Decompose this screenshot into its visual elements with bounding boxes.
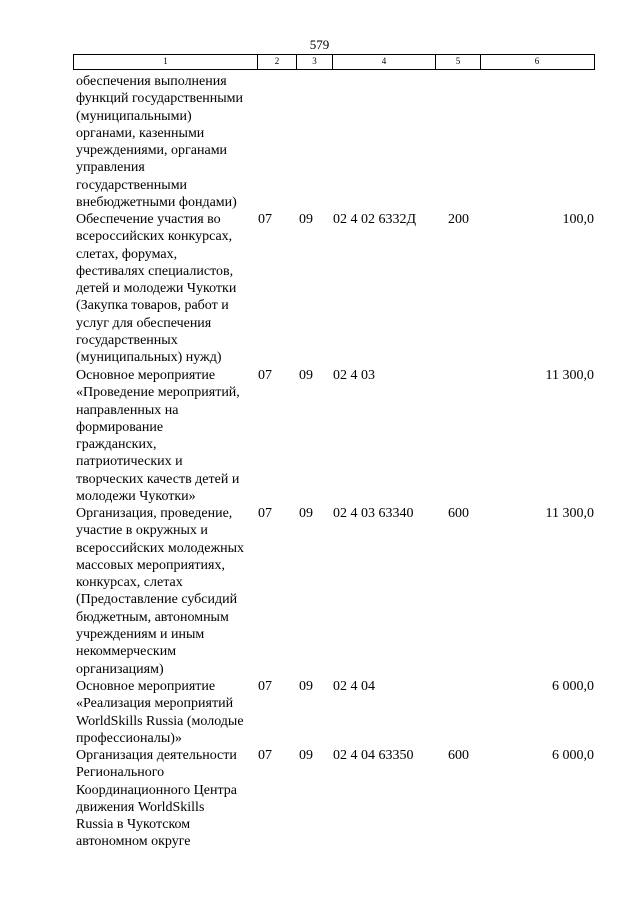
row-section-code: 07 <box>258 506 272 521</box>
row-subsection-code: 09 <box>299 368 313 383</box>
row-name: Обеспечение участия во всероссийских конкурсах, слетах, форумах, фестивалях специалистов, детей и молодежи Чукотки (Закупка товаров, работ и услуг для обеспечения государственных (муниципальных) нужд) <box>76 212 237 366</box>
row-name: Основное мероприятие «Реализация мероприятий WorldSkills Russia (молодые профессионалы)» <box>76 679 244 746</box>
row-name: Основное мероприятие «Проведение мероприятий, направленных на формирование гражданских, патриотических и творческих качеств детей и молодежи Чукотки» <box>76 368 240 505</box>
row-name: Организация, проведение, участие в окружных и всероссийских молодежных массовых мероприятиях, конкурсах, слетах (Предоставление субсидий бюджетным, автономным учреждениям и иным некоммерческим организациям) <box>76 506 245 677</box>
row-target-article: 02 4 02 6332Д <box>333 212 417 227</box>
row-subsection-code: 09 <box>299 748 313 763</box>
row-target-article: 02 4 03 <box>333 368 375 383</box>
column-header-5: 5 <box>436 55 481 69</box>
row-amount: 100,0 <box>562 212 594 227</box>
column-header-1: 1 <box>74 55 258 69</box>
row-amount: 6 000,0 <box>552 748 594 763</box>
row-target-article: 02 4 03 63340 <box>333 506 414 521</box>
row-section-code: 07 <box>258 679 272 694</box>
row-name: обеспечения выполнения функций государственными (муниципальными) органами, казенными учреждениями, органами управления государственными внебюджетными фондами) <box>76 74 244 211</box>
row-section-code: 07 <box>258 368 272 383</box>
column-header-3: 3 <box>297 55 333 69</box>
column-header-row <box>73 54 595 70</box>
row-target-article: 02 4 04 63350 <box>333 748 414 763</box>
row-amount: 11 300,0 <box>545 368 594 383</box>
row-amount: 11 300,0 <box>545 506 594 521</box>
row-section-code: 07 <box>258 748 272 763</box>
column-header-2: 2 <box>258 55 297 69</box>
row-expense-type: 600 <box>448 506 469 521</box>
row-name: Организация деятельности Регионального Координационного Центра движения WorldSkills Russia в Чукотском автономном округе <box>76 748 237 850</box>
row-amount: 6 000,0 <box>552 679 594 694</box>
column-header-4: 4 <box>333 55 436 69</box>
row-expense-type: 600 <box>448 748 469 763</box>
row-subsection-code: 09 <box>299 506 313 521</box>
row-section-code: 07 <box>258 212 272 227</box>
row-expense-type: 200 <box>448 212 469 227</box>
row-subsection-code: 09 <box>299 212 313 227</box>
row-subsection-code: 09 <box>299 679 313 694</box>
column-header-6: 6 <box>534 56 540 66</box>
row-target-article: 02 4 04 <box>333 679 375 694</box>
page-number: 579 <box>309 37 330 52</box>
